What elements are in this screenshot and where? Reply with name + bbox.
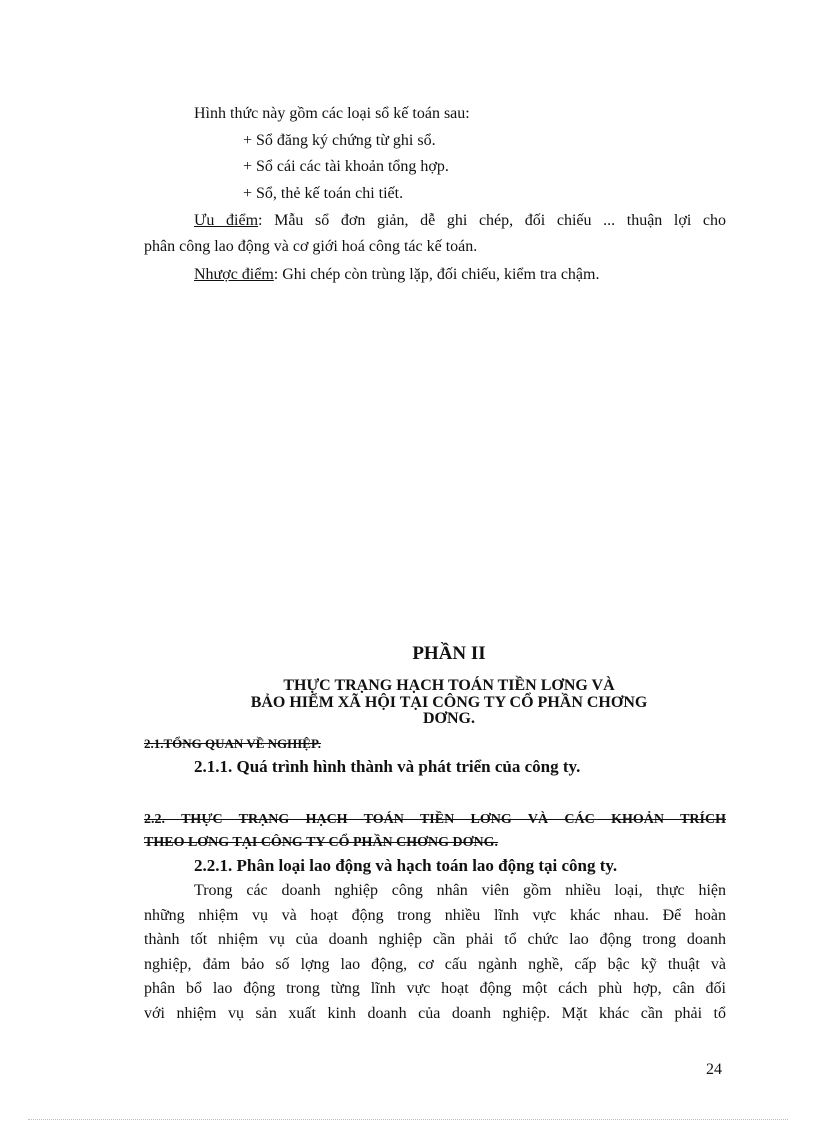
paragraph-line: thành tốt nhiệm vụ của doanh nghiệp cần phải tổ chức lao động trong doanh — [144, 931, 726, 948]
section-2-2-heading-line-1: 2.2. THỰC TRẠNG HẠCH TOÁN TIỀN LƠNG VÀ CÁC KHOẢN TRÍCH — [144, 812, 726, 827]
section-2-2-1-heading: 2.2.1. Phân loại lao động và hạch toán lao động tại công ty. — [194, 856, 618, 875]
intro-lead: Hình thức này gồm các loại sổ kế toán sau: — [194, 105, 470, 122]
paragraph-line: với nhiệm vụ sản xuất kinh doanh của doanh nghiệp. Mặt khác cần phải tổ — [144, 1004, 726, 1022]
section-2-2-heading-line-2: THEO LƠNG TẠI CÔNG TY CỔ PHẦN CHƠNG DƠNG. — [144, 835, 499, 850]
page-bottom-border — [28, 1119, 788, 1120]
part-subtitle-2: BẢO HIỂM XÃ HỘI TẠI CÔNG TY CỔ PHẦN CHƠNG — [250, 694, 648, 711]
disadvantage-label: Nhược điểm — [194, 266, 274, 283]
paragraph-line: phân bổ lao động trong từng lĩnh vực hoạt động một cách phù hợp, cân đối — [144, 980, 726, 997]
list-item: + Sổ đăng ký chứng từ ghi sổ. — [243, 132, 436, 149]
advantage-text: : Mẫu sổ đơn giản, dễ ghi chép, đối chiếu ... thuận lợi cho — [258, 212, 726, 229]
disadvantage-text: : Ghi chép còn trùng lặp, đối chiếu, kiểm tra chậm. — [273, 266, 600, 283]
paragraph-line: những nhiệm vụ và hoạt động trong nhiều lĩnh vực khác nhau. Để hoàn — [144, 906, 726, 924]
page-number: 24 — [706, 1061, 722, 1078]
part-subtitle-1: THỰC TRẠNG HẠCH TOÁN TIỀN LƠNG VÀ — [283, 677, 615, 694]
section-2-1-1-heading: 2.1.1. Quá trình hình thành và phát triển của công ty. — [194, 757, 581, 776]
disadvantage-line — [194, 265, 599, 285]
advantage-continuation: phân công lao động và cơ giới hoá công tác kế toán. — [144, 238, 478, 255]
part-title: PHẦN II — [412, 643, 486, 664]
advantage-line — [194, 211, 726, 231]
paragraph-line: Trong các doanh nghiệp công nhân viên gồm nhiều loại, thực hiện — [194, 882, 726, 899]
section-2-1-heading: 2.1.TỔNG QUAN VỀ NGHIỆP. — [144, 736, 321, 751]
body-paragraph — [144, 879, 726, 1026]
part-subtitle-3: DƠNG. — [423, 710, 475, 727]
paragraph-line: nghiệp, đảm bảo số lợng lao động, cơ cấu ngành nghề, cấp bậc kỹ thuật và — [144, 955, 726, 973]
advantage-label: Ưu điểm — [194, 212, 259, 229]
list-item: + Sổ, thẻ kế toán chi tiết. — [243, 185, 404, 202]
list-item: + Sổ cái các tài khoản tổng hợp. — [243, 158, 449, 175]
